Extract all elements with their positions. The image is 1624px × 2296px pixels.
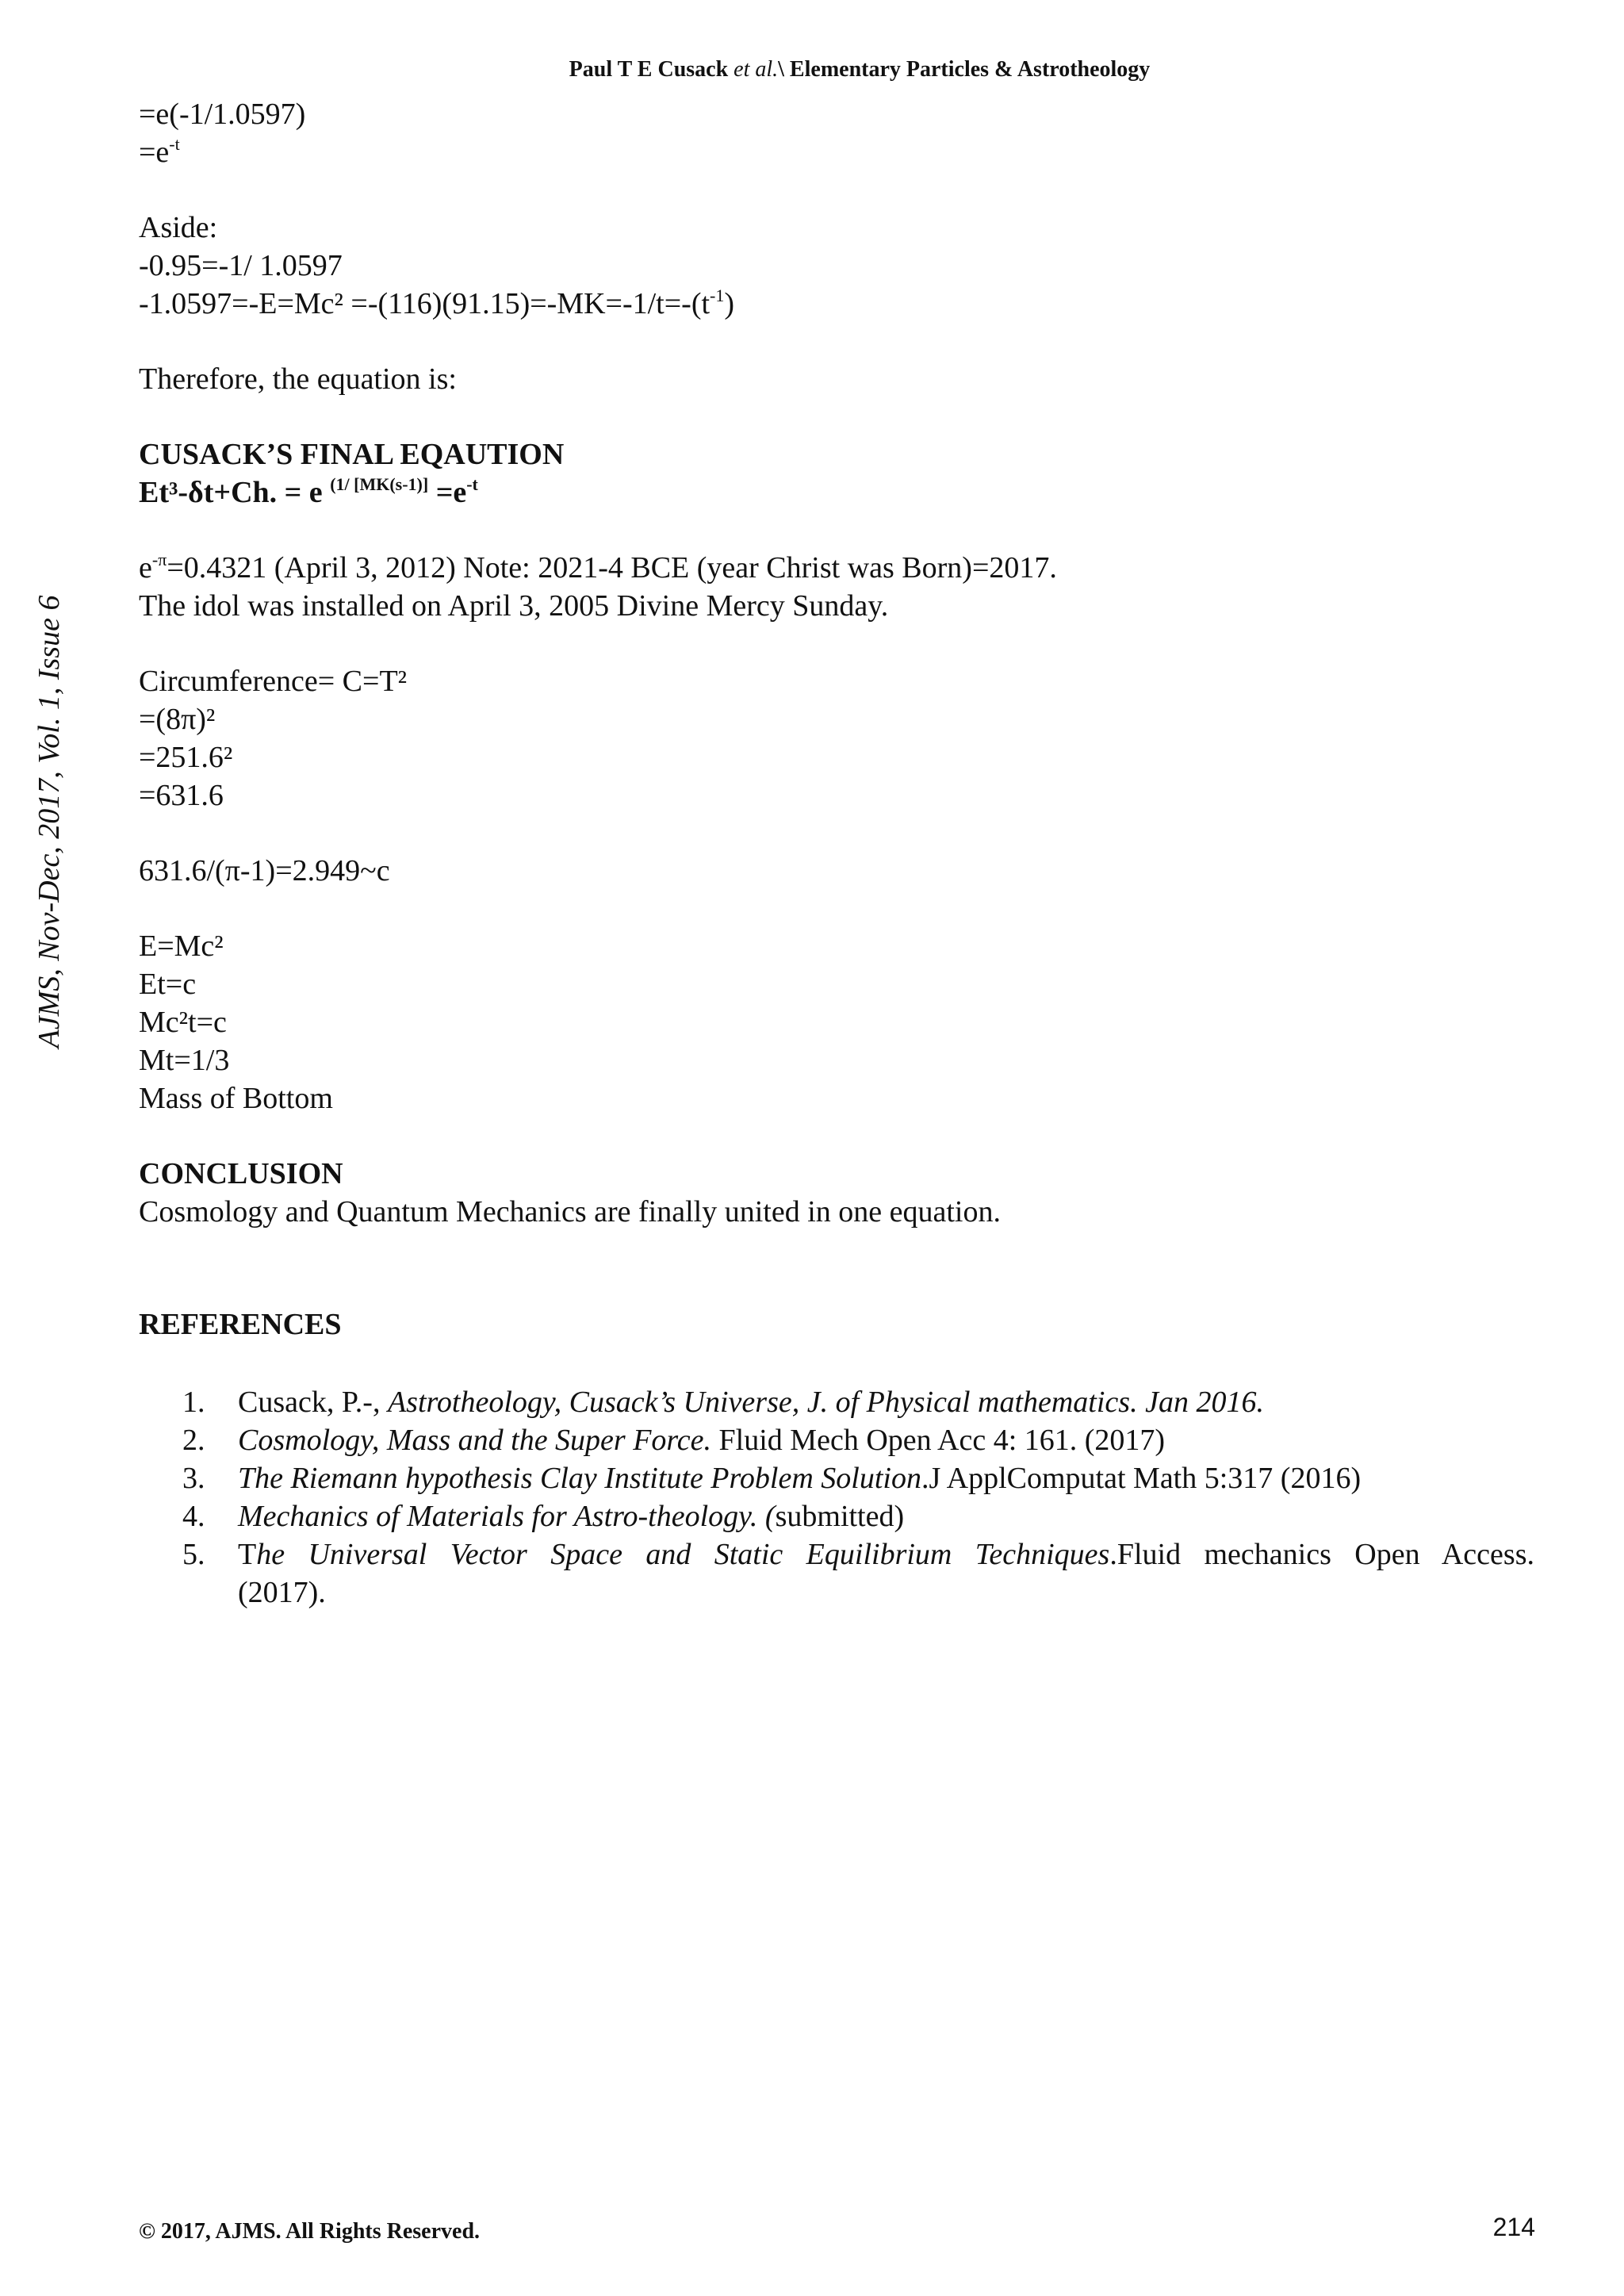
reference-list (182, 1383, 1534, 1612)
equation-line: $-1.0597=-E=Mc^2 =-(116)(91.15)=-MK=-1/t=-(t^{-1})$ (139, 286, 735, 320)
paragraph: Mass of Bottom (139, 1082, 333, 1115)
section-heading: CUSACK’S FINAL EQAUTION (139, 438, 565, 471)
header-author: Paul T E Cusack (569, 57, 729, 82)
reference-item: 1. Cusack, P.-, Astrotheology, Cusack’s Universe, J. of Physical mathematics. Jan 2016. (182, 1386, 1264, 1419)
reference-item: 3. The Riemann hypothesis Clay Institute Problem Solution.J ApplComputat Math 5:317 (2016) (182, 1462, 1362, 1495)
equation-line: =(8π)² (139, 703, 216, 736)
header-etal: et al. (733, 57, 779, 82)
main-content (139, 95, 1534, 1343)
final-equation: Et³-δt+Ch. = e $^{(1/ [MK(s-1)]} =e^{-t}$ (139, 474, 478, 509)
equation-line: Mc²t=c (139, 1006, 227, 1039)
journal-sidebar: AJMS, Nov-Dec, 2017, Vol. 1, Issue 6 (33, 595, 66, 1048)
reference-item: 2. Cosmology, Mass and the Super Force. Fluid Mech Open Acc 4: 161. (2017) (182, 1424, 1166, 1457)
equation-line: =e(-1/1.0597) (139, 98, 306, 131)
equation-line: 631.6/(π-1)=2.949~c (139, 854, 390, 887)
paragraph: Therefore, the equation is: (139, 362, 457, 396)
equation-line: Et=c (139, 968, 197, 1001)
section-heading: CONCLUSION (139, 1157, 343, 1190)
header-title: \ Elementary Particles & Astrotheology (778, 57, 1151, 82)
equation-line: $=e^{-t}$ (139, 134, 180, 169)
equation-line: -0.95=-1/ 1.0597 (139, 249, 343, 282)
equation-line: =251.6² (139, 741, 233, 774)
equation-line: =631.6 (139, 779, 224, 812)
section-heading: REFERENCES (139, 1308, 342, 1341)
equation-line: Mt=1/3 (139, 1044, 230, 1077)
equation-line: E=Mc² (139, 930, 224, 963)
paragraph: Cosmology and Quantum Mechanics are finally united in one equation. (139, 1195, 1001, 1228)
equation-line: Circumference= C=T² (139, 665, 408, 698)
running-header (0, 57, 1624, 82)
reference-item: 5. The Universal Vector Space and Static Equilibrium Techniques.Fluid mechanics Open Access. (182, 1538, 1534, 1571)
aside-label: Aside: (139, 211, 218, 244)
reference-item-continuation: (2017). (238, 1576, 326, 1609)
copyright-notice: © 2017, AJMS. All Rights Reserved. (139, 2219, 481, 2244)
page-number: 214 (1492, 2213, 1535, 2241)
paragraph: $e^{-\pi}=0.4321$ (April 3, 2012) Note: 2021-4 BCE (year Christ was Born)=2017. (139, 550, 1057, 585)
paragraph: The idol was installed on April 3, 2005 Divine Mercy Sunday. (139, 589, 889, 623)
reference-item: 4. Mechanics of Materials for Astro-theology. (submitted) (182, 1500, 905, 1533)
